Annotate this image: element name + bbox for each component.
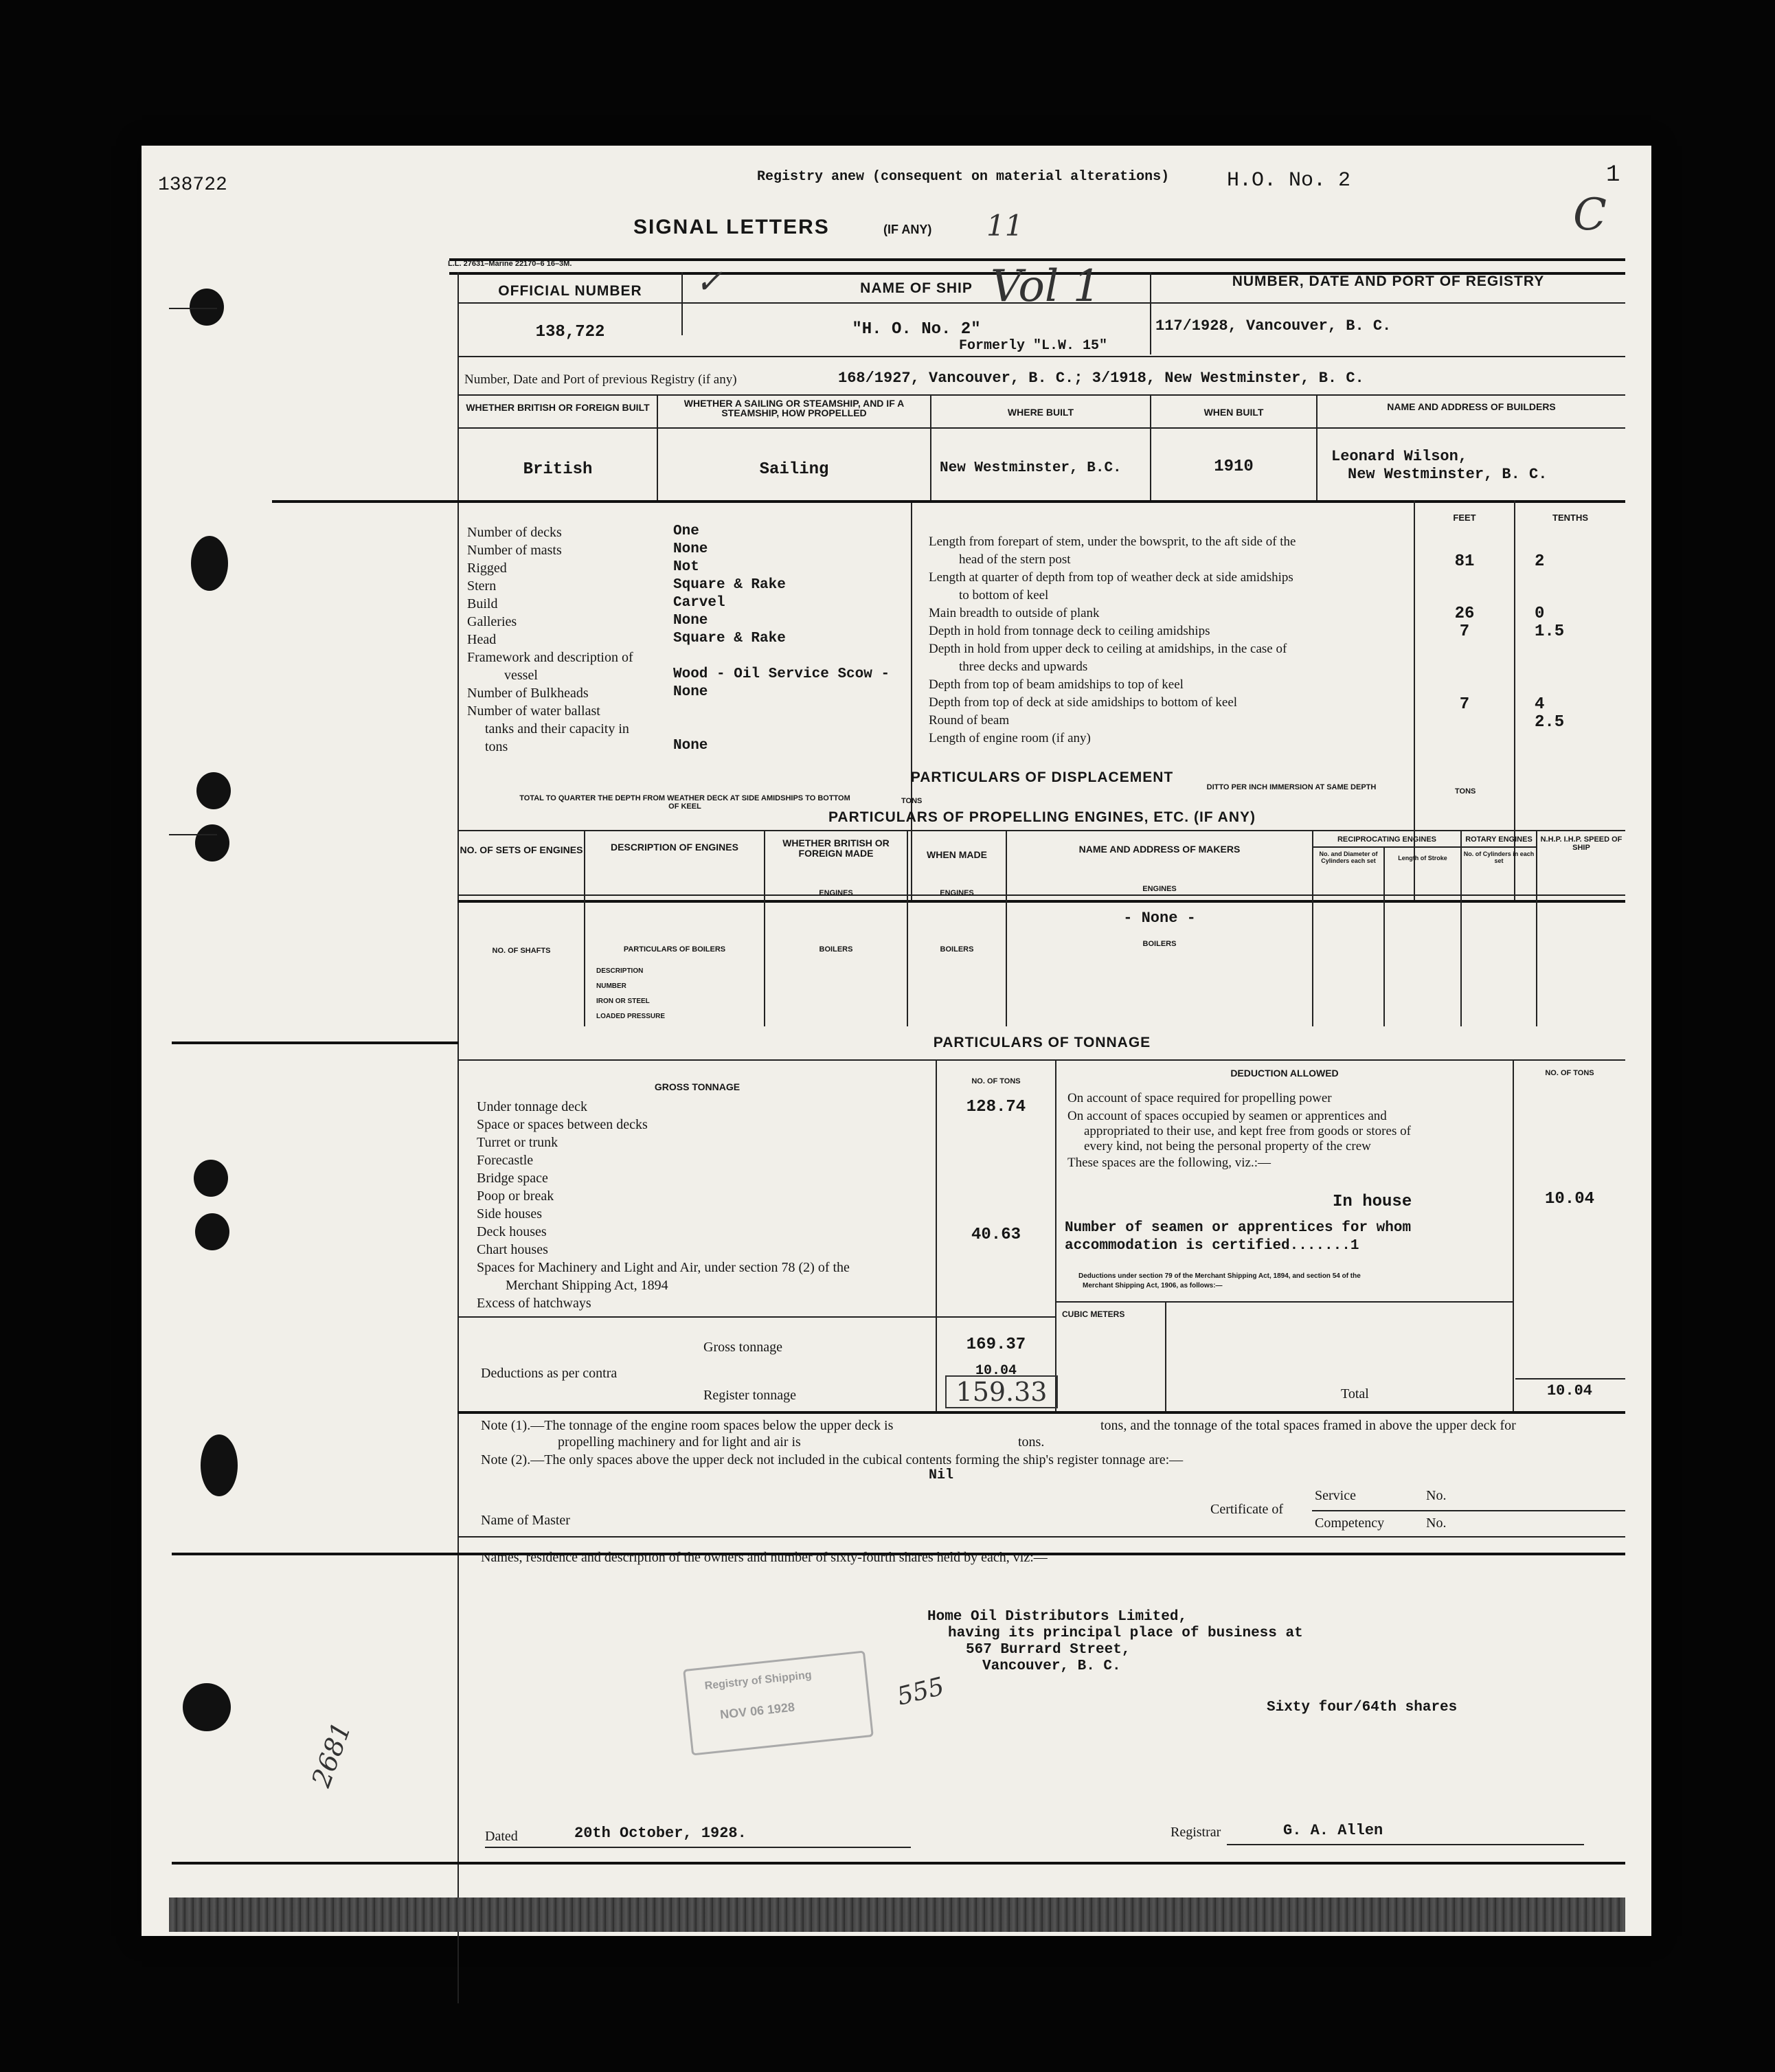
dim-label: Depth in hold from upper deck to ceiling at amidships, in the case of (929, 642, 1287, 656)
dim-tenths: 2 (1535, 552, 1545, 571)
handwritten-555: 555 (894, 1672, 947, 1711)
gross-item-label: Merchant Shipping Act, 1894 (506, 1278, 668, 1293)
recip-stroke-label: Length of Stroke (1398, 855, 1447, 862)
gross-item-tons: 40.63 (971, 1226, 1021, 1244)
dim-feet: 7 (1459, 695, 1470, 714)
previous-registry: 168/1927, Vancouver, B. C.; 3/1918, New Westminster, B. C. (838, 370, 1364, 387)
builders-line-2: New Westminster, B. C. (1348, 466, 1548, 483)
desc-label: Galleries (467, 614, 517, 629)
desc-label: tons (485, 739, 508, 754)
deduction-line: On account of spaces occupied by seamen or apprentices and (1067, 1109, 1387, 1123)
engines-word: ENGINES (1142, 885, 1177, 893)
official-number: 138,722 (535, 323, 605, 341)
boiler-field: NUMBER (596, 982, 626, 990)
engines-title: PARTICULARS OF PROPELLING ENGINES, ETC. (IF ANY) (828, 809, 1256, 825)
previous-registry-label: Number, Date and Port of previous Registry (if any) (464, 372, 737, 387)
note-1d: tons. (1018, 1434, 1045, 1450)
gross-item-label: Chart houses (477, 1242, 548, 1257)
stamp-line-2: NOV 06 1928 (719, 1700, 795, 1722)
deduction-line: every kind, not being the personal property of the crew (1084, 1139, 1371, 1153)
recip-cylinders-label: No. and Diameter of Cylinders each set (1319, 851, 1378, 864)
owner-line: 567 Burrard Street, (966, 1642, 1131, 1658)
note-1c: propelling machinery and for light and air is (558, 1434, 801, 1450)
desc-label: Rigged (467, 561, 507, 576)
engines-word: ENGINES (819, 889, 853, 897)
boilers-word: BOILERS (940, 945, 974, 954)
owners-intro: Names, residence and description of the owners and number of sixty-fourth shares held by each, viz:— (481, 1550, 1048, 1565)
total-value: 10.04 (1546, 1382, 1592, 1399)
section79-line-2: Merchant Shipping Act, 1906, as follows:— (1083, 1282, 1223, 1290)
owner-shares: Sixty four/64th shares (1267, 1700, 1458, 1715)
dim-label: Length of engine room (if any) (929, 731, 1091, 745)
official-number-label: OFFICIAL NUMBER (498, 283, 642, 299)
desc-label: Number of Bulkheads (467, 686, 589, 701)
dim-label: Depth from top of beam amidships to top of keel (929, 677, 1184, 692)
builders-line-1: Leonard Wilson, (1331, 448, 1468, 465)
register-tonnage-label: Register tonnage (703, 1388, 796, 1403)
desc-value: One (673, 523, 699, 539)
engines-word: ENGINES (940, 889, 974, 897)
competency-no-label: No. (1426, 1516, 1447, 1531)
dated-value: 20th October, 1928. (574, 1825, 747, 1842)
gross-item-tons: 128.74 (966, 1098, 1026, 1116)
dim-label: Length at quarter of depth from top of weather deck at side amidships (929, 570, 1293, 585)
desc-value: Not (673, 559, 699, 575)
desc-label: Head (467, 632, 497, 647)
signal-letters-label: SIGNAL LETTERS (633, 216, 830, 238)
deduction-line: appropriated to their use, and kept free from goods or stores of (1084, 1124, 1411, 1138)
dim-label: Depth in hold from tonnage deck to ceiling amidships (929, 624, 1210, 638)
owner-line: having its principal place of business at (948, 1625, 1303, 1641)
owner-line: Vancouver, B. C. (982, 1658, 1121, 1674)
gross-tonnage-total: 169.37 (966, 1336, 1026, 1354)
deduction-title: DEDUCTION ALLOWED (1230, 1068, 1339, 1079)
engines-value: - None - (1123, 910, 1196, 927)
tonnage-title: PARTICULARS OF TONNAGE (459, 1035, 1625, 1051)
punch-line (169, 308, 217, 309)
deduction-line: These spaces are the following, viz.:— (1067, 1156, 1271, 1170)
page-mark: 1 (1606, 162, 1620, 188)
feet-label: FEET (1453, 513, 1476, 523)
ship-name: "H. O. No. 2" (852, 320, 981, 339)
gross-item-label: Spaces for Machinery and Light and Air, under section 78 (2) of the (477, 1260, 850, 1275)
tons-column-label: NO. OF TONS (971, 1077, 1021, 1085)
ship-short-name: H.O. No. 2 (1227, 169, 1351, 192)
dim-tenths: 1.5 (1535, 622, 1565, 641)
sailing: Sailing (759, 460, 829, 479)
desc-value: Square & Rake (673, 577, 786, 593)
builders-label: NAME AND ADDRESS OF BUILDERS (1387, 401, 1556, 412)
stamp-line-1: Registry of Shipping (703, 1669, 813, 1693)
received-stamp (683, 1650, 874, 1755)
register-tonnage: 159.33 (945, 1375, 1058, 1408)
ship-name-label: NAME OF SHIP (860, 280, 973, 296)
gross-item-label: Poop or break (477, 1189, 554, 1204)
total-label: Total (1341, 1386, 1369, 1401)
master-label: Name of Master (481, 1513, 570, 1528)
dim-feet: 26 (1454, 605, 1475, 623)
gross-item-label: Under tonnage deck (477, 1099, 588, 1114)
punch-hole (183, 1683, 231, 1731)
desc-value: None (673, 541, 708, 557)
desc-label: Build (467, 596, 498, 611)
punch-hole (194, 1160, 228, 1197)
gross-item-label: Space or spaces between decks (477, 1117, 648, 1132)
registrar-name: G. A. Allen (1283, 1822, 1383, 1839)
gross-item-label: Turret or trunk (477, 1135, 558, 1150)
deduction-line: On account of space required for propelling power (1067, 1091, 1332, 1105)
seamen-line-2: accommodation is certified.......1 (1065, 1238, 1359, 1254)
shafts-label: NO. OF SHAFTS (492, 947, 551, 955)
cubic-meters-label: CUBIC METERS (1062, 1309, 1125, 1319)
dim-label: to bottom of keel (959, 588, 1049, 603)
british-built-label: WHETHER BRITISH OR FOREIGN BUILT (466, 402, 650, 413)
signal-mark: 11 (986, 209, 1024, 243)
desc-value: None (673, 738, 708, 754)
displacement-ditto: DITTO PER INCH IMMERSION AT SAME DEPTH (1206, 783, 1377, 791)
desc-value: Square & Rake (673, 631, 786, 646)
when-built: 1910 (1214, 458, 1254, 476)
gross-item-label: Side houses (477, 1206, 542, 1221)
dated-label: Dated (485, 1829, 518, 1844)
dim-label: head of the stern post (959, 552, 1071, 567)
in-house-label: In house (1333, 1193, 1412, 1211)
seamen-line-1: Number of seamen or apprentices for whom (1065, 1220, 1412, 1236)
displacement-tons-1: TONS (901, 797, 923, 805)
dim-feet: 81 (1454, 552, 1475, 571)
registry-number-date-port: 117/1928, Vancouver, B. C. (1155, 317, 1392, 335)
gross-item-label: Excess of hatchways (477, 1296, 591, 1311)
sailing-label: WHETHER A SAILING OR STEAMSHIP, AND IF A STEAMSHIP, HOW PROPELLED (683, 398, 905, 418)
dim-tenths: 4 (1535, 695, 1545, 714)
corner-mark: C (1573, 190, 1607, 240)
note-2: Note (2).—The only spaces above the upper deck not included in the cubical contents forming the ship's register tonnage are:— (481, 1452, 1184, 1467)
desc-value: Wood - Oil Service Scow - (673, 666, 890, 682)
punch-hole (195, 824, 229, 862)
british-built: British (523, 460, 593, 479)
dim-label: three decks and upwards (959, 660, 1088, 674)
check-mark: ✓ (695, 262, 723, 301)
dim-label: Main breadth to outside of plank (929, 606, 1100, 620)
engine-sets-label: NO. OF SETS OF ENGINES (460, 844, 583, 855)
boilers-particulars-label: PARTICULARS OF BOILERS (623, 945, 726, 954)
competency-label: Competency (1315, 1516, 1385, 1531)
desc-value: None (673, 613, 708, 629)
boiler-field: DESCRIPTION (596, 967, 644, 975)
gross-item-label: Bridge space (477, 1171, 548, 1186)
certificate-label: Certificate of (1210, 1502, 1284, 1517)
note-1a: Note (1).—The tonnage of the engine room spaces below the upper deck is (481, 1418, 894, 1433)
desc-label: Number of water ballast (467, 703, 600, 719)
registry-document (142, 146, 1651, 1936)
handwritten-side-number: 2681 (306, 1718, 357, 1791)
note-1b: tons, and the tonnage of the total spaces framed in above the upper deck for (1100, 1418, 1516, 1433)
dim-feet: 7 (1459, 622, 1470, 641)
torn-bottom-edge (169, 1898, 1625, 1932)
desc-label: Framework and description of (467, 650, 633, 665)
displacement-left-label: TOTAL TO QUARTER THE DEPTH FROM WEATHER DECK AT SIDE AMIDSHIPS TO BOTTOM OF KEEL (519, 794, 850, 811)
section79-line-1: Deductions under section 79 of the Merchant Shipping Act, 1894, and section 54 of the (1078, 1272, 1361, 1280)
gross-tonnage-total-label: Gross tonnage (703, 1340, 782, 1355)
form-code: L.L. 27631–Marine 22170–6 16–3M. (448, 260, 572, 268)
nhp-label: N.H.P. I.H.P. SPEED OF SHIP (1540, 835, 1623, 852)
dim-tenths: 2.5 (1535, 713, 1565, 732)
service-no-label: No. (1426, 1488, 1447, 1503)
displacement-tons-2: TONS (1455, 787, 1476, 796)
rotary-engines-label: ROTARY ENGINES (1465, 835, 1533, 844)
punch-hole (196, 772, 231, 809)
engine-desc-label: DESCRIPTION OF ENGINES (611, 842, 738, 853)
desc-label: tanks and their capacity in (485, 721, 629, 736)
boilers-word: BOILERS (819, 945, 853, 954)
owner-line: Home Oil Distributors Limited, (927, 1609, 1188, 1625)
engine-makers-label: NAME AND ADDRESS OF MAKERS (1078, 844, 1241, 855)
desc-label: vessel (504, 668, 538, 683)
gross-item-label: Deck houses (477, 1224, 547, 1239)
punch-hole (201, 1434, 238, 1496)
dim-tenths: 0 (1535, 605, 1545, 623)
boilers-word: BOILERS (1142, 940, 1177, 948)
if-any-label: (IF ANY) (883, 223, 932, 236)
recip-engines-label: RECIPROCATING ENGINES (1337, 835, 1437, 844)
where-built-label: WHERE BUILT (1007, 407, 1074, 418)
desc-label: Stern (467, 578, 497, 594)
gross-item-label: Forecastle (477, 1153, 534, 1168)
desc-label: Number of decks (467, 525, 562, 540)
rotary-cylinders-label: No. of Cylinders in each set (1463, 851, 1535, 864)
dim-label: Depth from top of deck at side amidships to bottom of keel (929, 695, 1238, 710)
deductions-value: 10.04 (975, 1363, 1017, 1379)
boiler-field: IRON OR STEEL (596, 998, 650, 1005)
note-2-value: Nil (929, 1467, 954, 1483)
boiler-field: LOADED PRESSURE (596, 1013, 666, 1020)
displacement-title: PARTICULARS OF DISPLACEMENT (910, 769, 1174, 785)
file-number: 138722 (158, 174, 227, 196)
registry-note: Registry anew (consequent on material alterations) (757, 169, 1170, 185)
volume-mark: Vol 1 (991, 261, 1101, 312)
deductions-label: Deductions as per contra (481, 1366, 618, 1381)
service-label: Service (1315, 1488, 1356, 1503)
engine-when-label: WHEN MADE (927, 849, 987, 860)
punch-line (169, 834, 217, 835)
dim-label: Round of beam (929, 713, 1010, 728)
engine-british-label: WHETHER BRITISH OR FOREIGN MADE (782, 837, 890, 859)
desc-value: None (673, 684, 708, 700)
desc-label: Number of masts (467, 543, 562, 558)
gross-tonnage-label: GROSS TONNAGE (654, 1081, 740, 1092)
where-built: New Westminster, B.C. (940, 460, 1122, 476)
tenths-label: TENTHS (1552, 513, 1588, 523)
punch-hole (190, 289, 224, 326)
registrar-label: Registrar (1171, 1825, 1221, 1840)
desc-value: Carvel (673, 595, 725, 611)
when-built-label: WHEN BUILT (1203, 407, 1264, 418)
dim-label: Length from forepart of stem, under the bowsprit, to the aft side of the (929, 534, 1296, 549)
punch-hole (191, 536, 228, 591)
deduction-tons-label: NO. OF TONS (1545, 1069, 1594, 1077)
punch-hole (195, 1213, 229, 1250)
former-name: Formerly "L.W. 15" (959, 338, 1108, 354)
registry-label: NUMBER, DATE AND PORT OF REGISTRY (1232, 273, 1545, 289)
in-house-tons: 10.04 (1544, 1190, 1594, 1208)
